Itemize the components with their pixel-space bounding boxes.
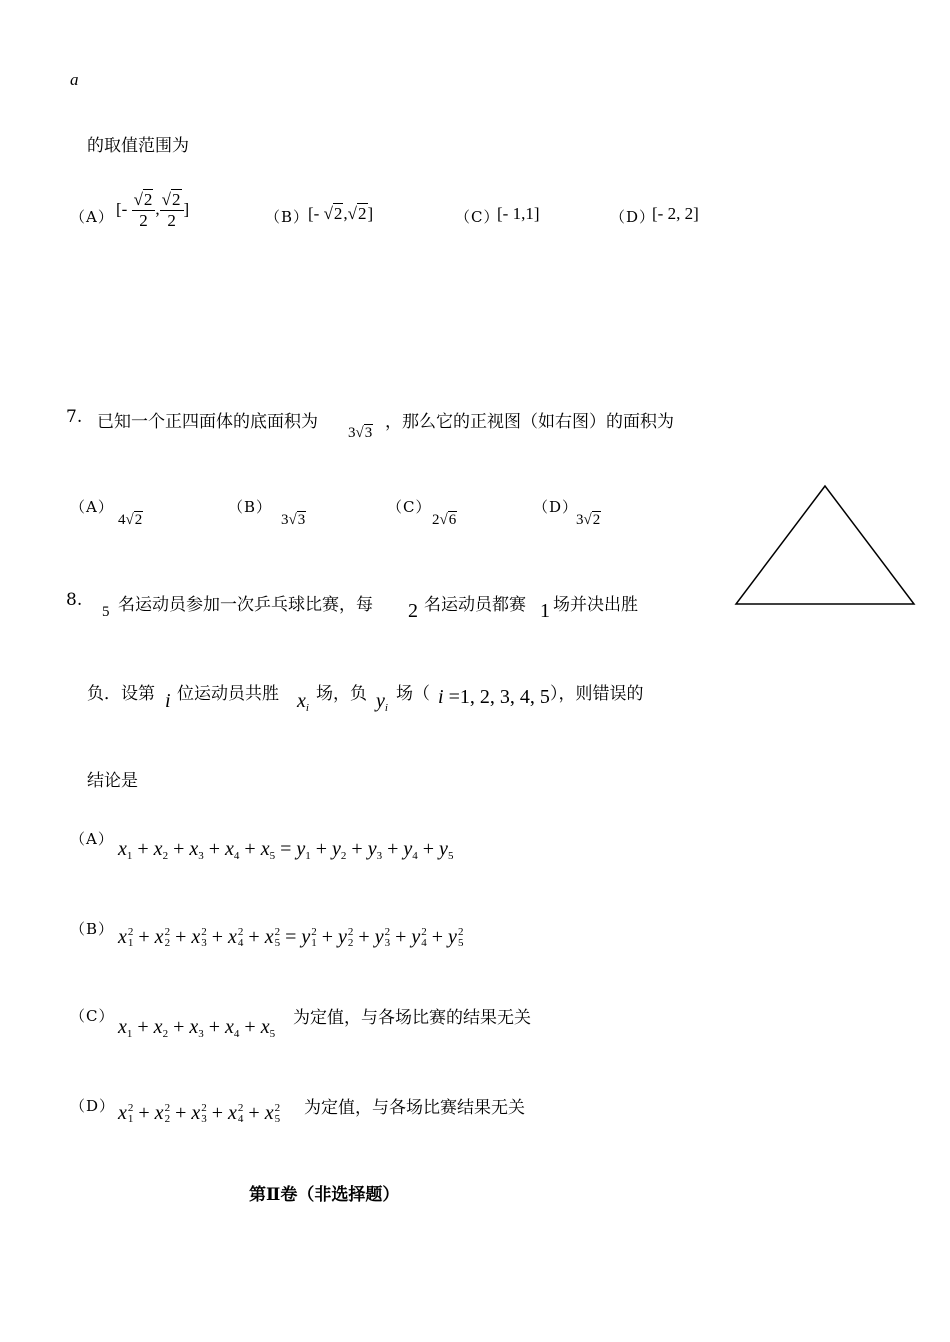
q6-option-d-value: [- 2, 2]	[652, 204, 699, 223]
q8-line2-d: 场（	[396, 684, 430, 704]
q8-line1-b: 名运动员都赛	[424, 595, 526, 615]
q8-number: 8.	[66, 590, 83, 610]
q8-line2-e: ），则错误的	[550, 684, 644, 704]
q8-i-range: i =1, 2, 3, 4, 5	[438, 686, 550, 708]
q8-line1-c: 场并决出胜	[553, 595, 638, 615]
q7-option-a-value: 4√2	[118, 512, 143, 528]
q8-i: i	[165, 690, 171, 712]
q8-option-b-label: （B）	[70, 920, 115, 938]
variable-a: a	[70, 70, 79, 89]
q8-n-players: 5	[102, 604, 110, 620]
q7-stem-post: ，那么它的正视图（如右图）的面积为	[385, 412, 674, 432]
q8-option-c-tail: 为定值，与各场比赛的结果无关	[293, 1008, 531, 1028]
q6-option-c-label: （C）	[455, 208, 500, 226]
q8-option-c-formula: $x_1 + x_2 + x_3 + x_4 + x_5$	[118, 1016, 276, 1040]
q6-stem: 的取值范围为	[87, 136, 189, 156]
q7-option-a-label: （A）	[70, 498, 114, 516]
q8-line2-b: 位运动员共胜	[177, 684, 279, 704]
section-title: 第Ⅱ卷（非选择题）	[249, 1185, 400, 1205]
q8-line2-a: 负．设第	[87, 684, 155, 704]
q7-option-c-value: 2√6	[432, 512, 457, 528]
q8-option-d-tail: 为定值，与各场比赛结果无关	[304, 1098, 525, 1118]
q6-option-a-label: （A）	[70, 208, 114, 226]
q8-xi: $x_i$	[297, 690, 309, 714]
q6-option-c-value: [- 1,1]	[497, 204, 540, 223]
q8-option-c-label: （C）	[70, 1007, 115, 1025]
q8-one: 1	[540, 600, 550, 622]
q6-option-b-value: [- √2,√2]	[308, 204, 374, 223]
q6-option-b-label: （B）	[265, 208, 310, 226]
q8-option-a-formula: $x_1 + x_2 + x_3 + x_4 + x_5 = y_1 + y_2 + y_3 + y_4 + y_5$	[118, 838, 454, 862]
q8-option-d-formula: x 2 1 + x 2 2 + x 2 3 + x 2 4 + x 2 5	[118, 1102, 281, 1126]
q8-line2-c: 场，负	[316, 684, 367, 704]
q7-stem-pre: 已知一个正四面体的底面积为	[97, 412, 318, 432]
q8-option-d-label: （D）	[70, 1097, 116, 1115]
q7-option-b-value: 3√3	[281, 512, 306, 528]
q7-option-b-label: （B）	[228, 498, 273, 516]
q8-option-a-label: （A）	[70, 830, 114, 848]
q6-option-a-value: [- $\frac{√2}{2}$ , $\frac{√2}{2}$ ]	[116, 190, 190, 230]
q7-option-d-value: 3√2	[576, 512, 601, 528]
q8-option-b-formula: x 2 1 + x 2 2 + x 2 3 + x 2 4 + x 2 5 = y 2 1 + y 2 2 + y 2 3 + y 2 4 + y 2 5	[118, 926, 464, 950]
triangle-outline	[736, 486, 914, 604]
q7-number: 7.	[66, 407, 83, 427]
q8-line1-a: 名运动员参加一次乒乓球比赛，每	[118, 595, 373, 615]
q7-option-c-label: （C）	[387, 498, 432, 516]
q7-option-d-label: （D）	[533, 498, 579, 516]
q8-two: 2	[408, 600, 418, 622]
front-view-triangle	[730, 480, 920, 610]
q7-area: 3√3	[348, 425, 373, 441]
q8-yi: $y_i$	[376, 690, 388, 714]
q6-option-d-label: （D）	[610, 208, 656, 226]
q8-line3: 结论是	[87, 771, 138, 791]
